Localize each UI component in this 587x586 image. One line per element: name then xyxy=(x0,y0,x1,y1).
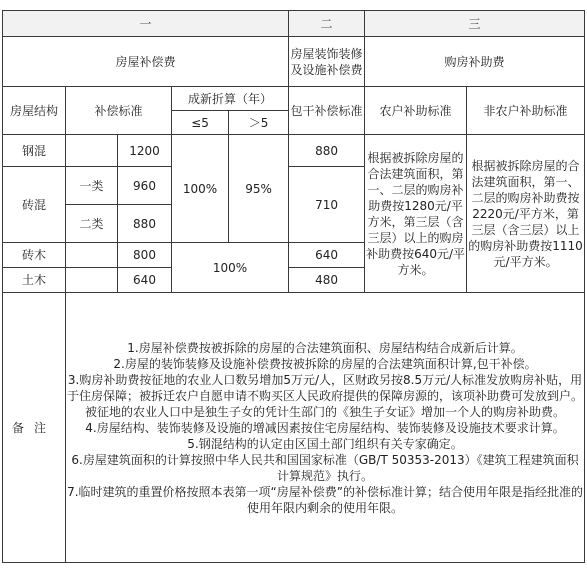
class-two-standard: 880 xyxy=(118,205,172,243)
depreciation-gt5-header: ＞5 xyxy=(229,111,289,135)
row-label-earth-wood: 土木 xyxy=(3,268,66,293)
section-three-header: 三 xyxy=(365,11,585,37)
housing-compensation-header: 房屋补偿费 xyxy=(3,37,289,87)
category-header-row xyxy=(3,37,585,87)
standard-header: 补偿标准 xyxy=(66,87,172,135)
brick-wood-lump: 640 xyxy=(289,243,365,268)
note-item-3: 3.购房补助费按征地的农业人口数另增加5万元/人，区财政另按8.5万元/人标准发放购房补贴，用于住房保障；被拆迁农户自愿申请不购买区人民政府提供的保障房源的，该项补助费可发放到户。被征地的农业人口中是独生子女的凭计生部门的《独生子女证》增加一个人的购房补助费。 xyxy=(67,372,584,419)
note-item-6: 6.房屋建筑面积的计算按照中华人民共和国国家标准（GB/T 50353-2013）《建筑工程建筑面积计算规范》执行。 xyxy=(71,452,579,483)
compensation-table xyxy=(2,10,585,563)
column-header-row xyxy=(3,87,585,111)
decoration-compensation-header: 房屋装饰装修及设施补偿费 xyxy=(289,37,365,87)
nonagri-subsidy-header: 非农户补助标准 xyxy=(467,87,585,135)
note-item-5: 5.钢混结构的认定由区国土部门组织有关专家确定。 xyxy=(187,436,463,451)
depreciation-lower-value: 100% xyxy=(172,243,289,293)
depreciation-header: 成新折算（年） xyxy=(172,87,289,111)
note-item-7: 7.临时建筑的重置价格按照本表第一项“房屋补偿费”的补偿标准计算；结合使用年限是指经批准的使用年限内剩余的使用年限。 xyxy=(67,484,583,515)
table-row xyxy=(3,135,585,167)
lump-sum-header: 包干补偿标准 xyxy=(289,87,365,135)
earth-wood-standard: 640 xyxy=(118,268,172,293)
earth-wood-lump: 480 xyxy=(289,268,365,293)
notes-content xyxy=(66,293,585,563)
depreciation-le5-header: ≤5 xyxy=(172,111,229,135)
depreciation-gt5-value: 95% xyxy=(229,135,289,243)
purchase-subsidy-header: 购房补助费 xyxy=(365,37,585,87)
note-item-1: 1.房屋补偿费按被拆除的房屋的合法建筑面积、房屋结构结合成新后计算。 xyxy=(127,340,523,355)
steel-concrete-standard: 1200 xyxy=(118,135,172,167)
empty-cell xyxy=(66,268,118,293)
class-two-label: 二类 xyxy=(66,205,118,243)
section-two-header: 二 xyxy=(289,11,365,37)
empty-cell xyxy=(66,135,118,167)
agri-subsidy-header: 农户补助标准 xyxy=(365,87,467,135)
class-one-standard: 960 xyxy=(118,167,172,205)
note-item-4: 4.房屋结构、装饰装修及设施的增减因素按住宅房屋结构、装饰装修及设施技术要求计算。 xyxy=(85,420,565,435)
steel-concrete-lump: 880 xyxy=(289,135,365,167)
note-item-2: 2.房屋的装饰装修及设施补偿费按被拆除的房屋的合法建筑面积计算,包干补偿。 xyxy=(113,356,537,371)
agri-subsidy-text: 根据被拆除房屋的合法建筑面积，第一、二层的购房补助费按1280元/平方米，第三层（含三层）以上的购房补助费按640元/平方米。 xyxy=(365,135,467,293)
row-label-steel-concrete: 钢混 xyxy=(3,135,66,167)
notes-label: 备注 xyxy=(3,293,66,563)
class-one-label: 一类 xyxy=(66,167,118,205)
brick-concrete-lump: 710 xyxy=(289,167,365,243)
row-label-brick-concrete: 砖混 xyxy=(3,167,66,243)
depreciation-le5-value: 100% xyxy=(172,135,229,243)
section-header-row xyxy=(3,11,585,37)
brick-wood-standard: 800 xyxy=(118,243,172,268)
row-label-brick-wood: 砖木 xyxy=(3,243,66,268)
section-one-header: 一 xyxy=(3,11,289,37)
nonagri-subsidy-text: 根据被拆除房屋的合法建筑面积，第一、二层的购房补助费按2220元/平方米，第三层（含三层）以上的购房补助费按1110元/平方米。 xyxy=(467,135,585,293)
empty-cell xyxy=(66,243,118,268)
structure-header: 房屋结构 xyxy=(3,87,66,135)
notes-row xyxy=(3,293,585,563)
